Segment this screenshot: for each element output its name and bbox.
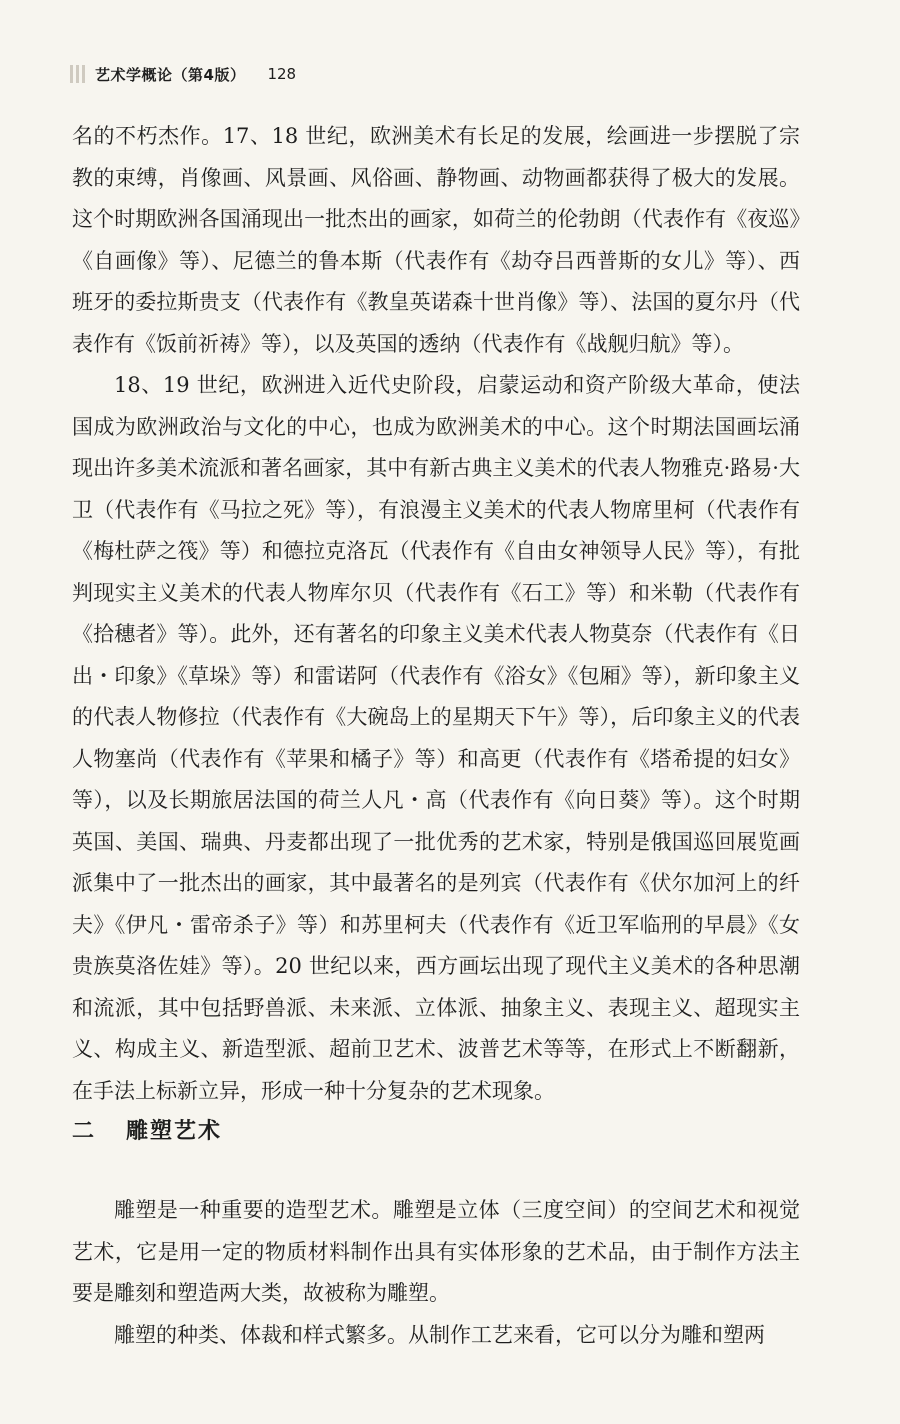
body-text-top: [72, 116, 800, 1112]
paragraph-continued: 名的不朽杰作。17、18 世纪，欧洲美术有长足的发展，绘画进一步摆脱了宗教的束缚，肖像画、风景画、风俗画、静物画、动物画都获得了极大的发展。这个时期欧洲各国涌现出一批杰出的画家，如荷兰的伦勃朗（代表作有《夜巡》《自画像》等）、尼德兰的鲁本斯（代表作有《劫夺吕西普斯的女儿》等）、西班牙的委拉斯贵支（代表作有《教皇英诺森十世肖像》等）、法国的夏尔丹（代表作有《饭前祈祷》等），以及英国的透纳（代表作有《战舰归航》等）。: [72, 124, 800, 356]
section-title: 雕塑艺术: [126, 1119, 223, 1144]
header-decoration: [70, 65, 85, 83]
paragraph: 雕塑是一种重要的造型艺术。雕塑是立体（三度空间）的空间艺术和视觉艺术，它是用一定的物质材料制作出具有实体形象的艺术品，由于制作方法主要是雕刻和塑造两大类，故被称为雕塑。: [72, 1198, 800, 1305]
body-text-bottom: [72, 1190, 800, 1356]
running-title: 艺术学概论（第4版）: [95, 65, 246, 84]
section-number: 二: [72, 1119, 97, 1144]
running-header: [70, 62, 296, 86]
page-number: 128: [267, 65, 297, 83]
paragraph: 18、19 世纪，欧洲进入近代史阶段，启蒙运动和资产阶级大革命，使法国成为欧洲政治与文化的中心，也成为欧洲美术的中心。这个时期法国画坛涌现出许多美术流派和著名画家，其中有新古典主义美术的代表人物雅克·路易·大卫（代表作有《马拉之死》等），有浪漫主义美术的代表人物席里柯（代表作有《梅杜萨之筏》等）和德拉克洛瓦（代表作有《自由女神领导人民》等），有批判现实主义美术的代表人物库尔贝（代表作有《石工》等）和米勒（代表作有《拾穗者》等）。此外，还有著名的印象主义美术代表人物莫奈（代表作有《日出・印象》《草垛》等）和雷诺阿（代表作有《浴女》《包厢》等），新印象主义的代表人物修拉（代表作有《大碗岛上的星期天下午》等），后印象主义的代表人物塞尚（代表作有《苹果和橘子》等）和高更（代表作有《塔希提的妇女》等），以及长期旅居法国的荷兰人凡・高（代表作有《向日葵》等）。这个时期英国、美国、瑞典、丹麦都出现了一批优秀的艺术家，特别是俄国巡回展览画派集中了一批杰出的画家，其中最著名的是列宾（代表作有《伏尔加河上的纤夫》《伊凡・雷帝杀子》等）和苏里柯夫（代表作有《近卫军临刑的早晨》《女贵族莫洛佐娃》等）。20 世纪以来，西方画坛出现了现代主义美术的各种思潮和流派，其中包括野兽派、未来派、立体派、抽象主义、表现主义、超现实主义、构成主义、新造型派、超前卫艺术、波普艺术等等，在形式上不断翻新，在手法上标新立异，形成一种十分复杂的艺术现象。: [72, 373, 800, 1103]
section-heading: [72, 1114, 222, 1145]
paragraph: 雕塑的种类、体裁和样式繁多。从制作工艺来看，它可以分为雕和塑两: [114, 1322, 765, 1347]
